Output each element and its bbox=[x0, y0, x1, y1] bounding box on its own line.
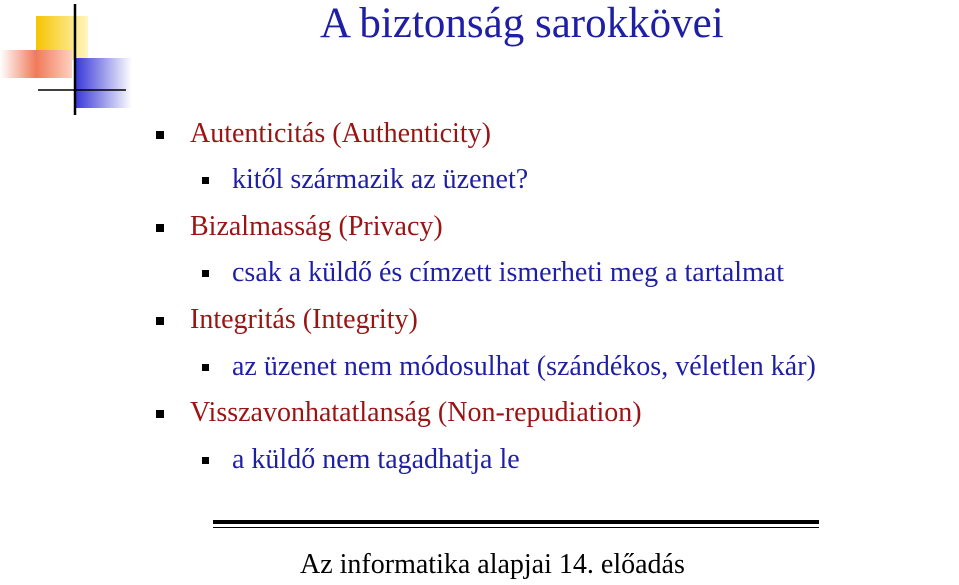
bullet-label: Autenticitás (Authenticity) bbox=[190, 118, 491, 149]
bullet-label: Visszavonhatatlanság (Non-repudiation) bbox=[190, 397, 642, 428]
sub-bullet-item bbox=[232, 443, 520, 477]
sub-bullet-label: csak a küldő és címzett ismerheti meg a tartalmat bbox=[232, 257, 785, 288]
square-bullet-icon bbox=[156, 131, 164, 139]
bullet-item bbox=[190, 303, 418, 337]
square-bullet-icon bbox=[202, 364, 209, 371]
bullet-item bbox=[190, 117, 491, 151]
sub-bullet-label: kitől származik az üzenet? bbox=[232, 164, 529, 195]
footer-text: Az informatika alapjai 14. előadás bbox=[300, 549, 685, 580]
footer-divider-thick-line bbox=[213, 520, 819, 524]
square-bullet-icon bbox=[202, 177, 209, 184]
square-bullet-icon bbox=[202, 270, 209, 277]
bullet-label: Integritás (Integrity) bbox=[190, 304, 418, 335]
footer-divider bbox=[213, 520, 819, 530]
sub-bullet-item bbox=[232, 163, 528, 197]
sub-bullet-label: az üzenet nem módosulhat (szándékos, véletlen kár) bbox=[232, 351, 816, 382]
bullet-label: Bizalmasság (Privacy) bbox=[190, 211, 443, 242]
square-bullet-icon bbox=[156, 317, 164, 325]
page-title: A biztonság sarokkövei bbox=[320, 0, 724, 47]
square-bullet-icon bbox=[202, 457, 209, 464]
sub-bullet-item bbox=[232, 256, 784, 290]
footer-divider-thin-line bbox=[213, 527, 819, 528]
sub-bullet-label: a küldő nem tagadhatja le bbox=[232, 444, 520, 475]
bullet-item bbox=[190, 396, 642, 430]
square-bullet-icon bbox=[156, 410, 164, 418]
sub-bullet-item bbox=[232, 350, 816, 384]
square-bullet-icon bbox=[156, 224, 164, 232]
bullet-item bbox=[190, 210, 443, 244]
